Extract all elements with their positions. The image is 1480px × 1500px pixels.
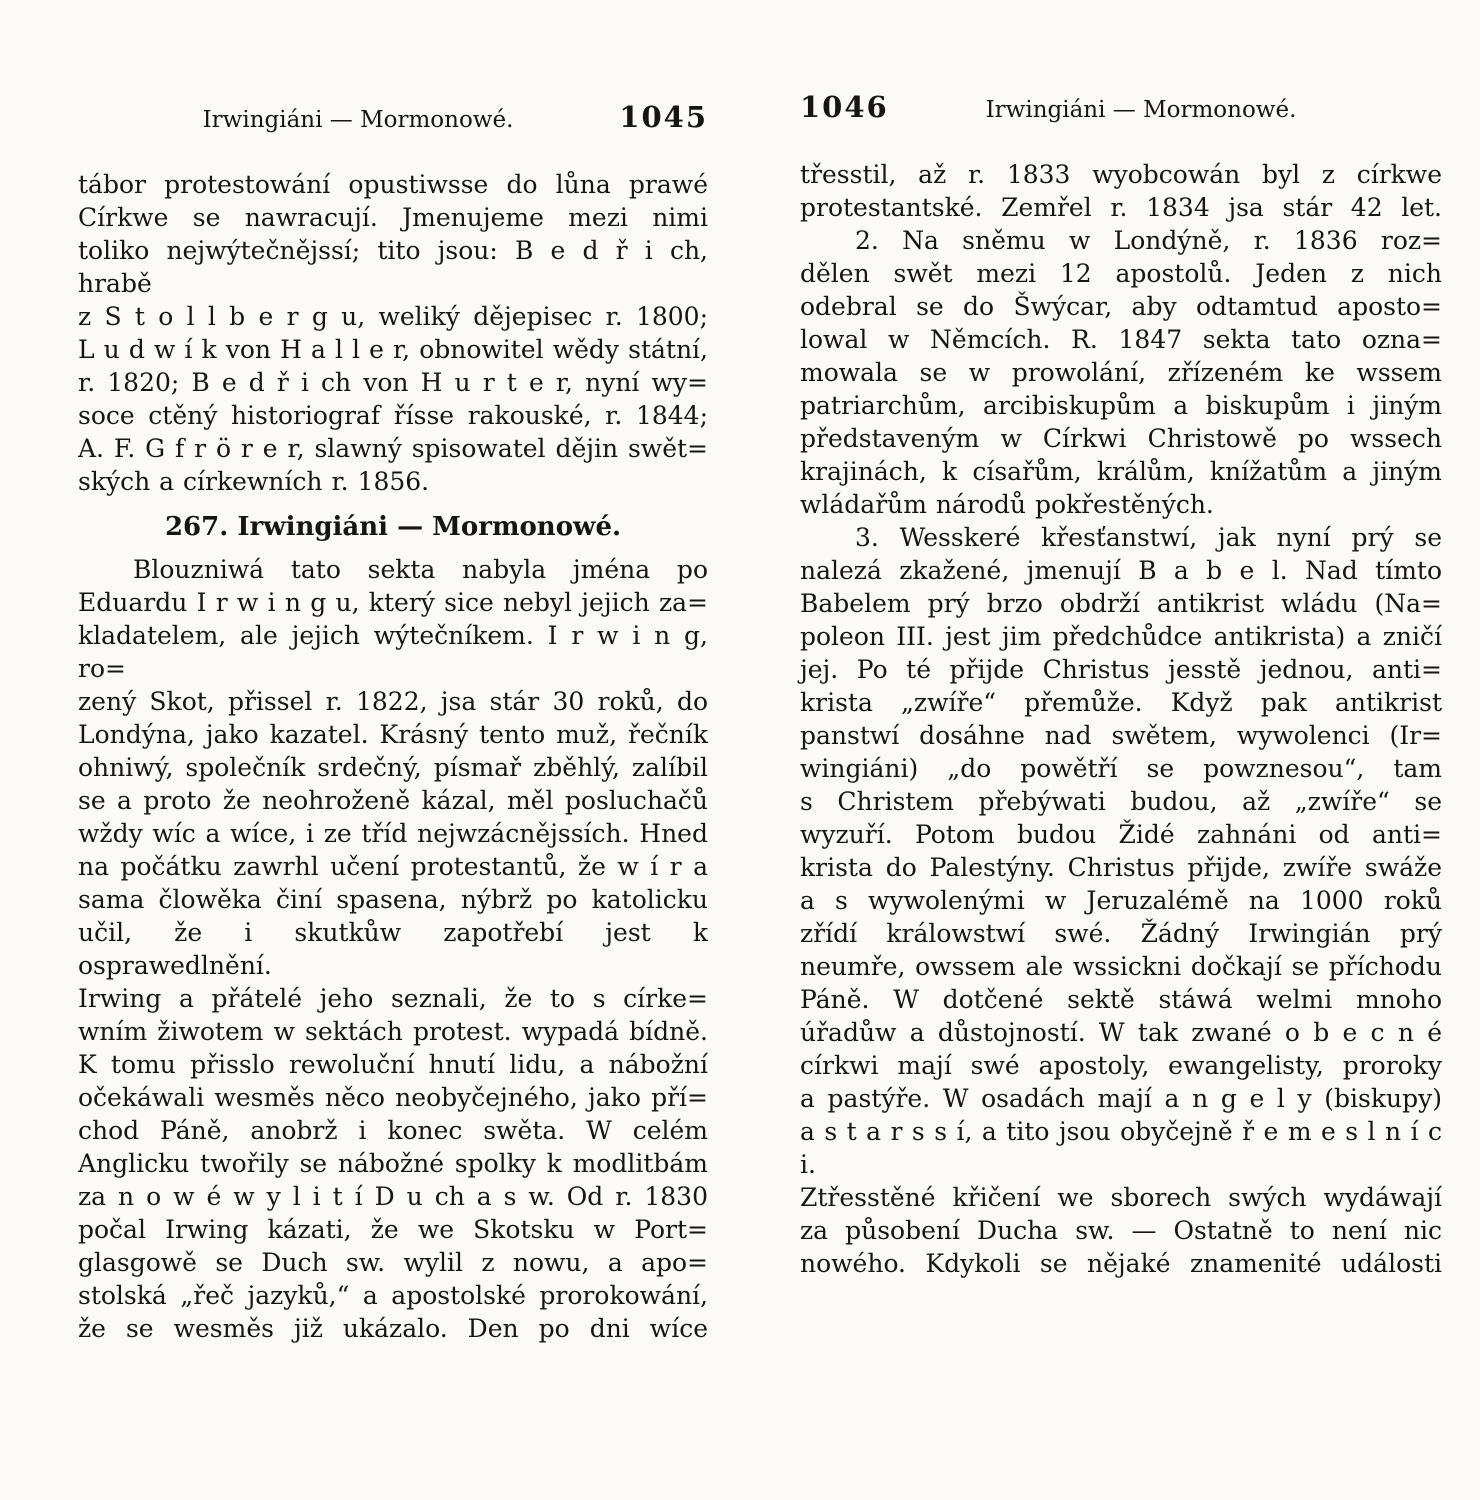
text-line: představeným w Církwi Christowě po wssech xyxy=(800,424,1442,453)
page-number: 1045 xyxy=(619,100,708,134)
text-line: kladatelem, ale jejich wýtečníkem. I r w i n g, ro= xyxy=(78,621,708,683)
text-line: a s wywolenými w Jeruzalémě na 1000 roků xyxy=(800,886,1442,915)
text-line: tábor protestowání opustiwsse do lůna prawé xyxy=(78,170,708,199)
text-line: Eduardu I r w i n g u, který sice nebyl jejich za= xyxy=(78,588,708,617)
text-line: jej. Po té přijde Christus jesstě jednou, anti= xyxy=(800,655,1442,684)
text-line: 3. Wesskeré křesťanstwí, jak nyní prý se xyxy=(855,523,1442,552)
text-line: Ztřesstěné křičení we sborech swých wydáwají xyxy=(800,1183,1442,1212)
text-line: s Christem přebýwati budou, až „zwíře“ se xyxy=(800,787,1442,816)
paragraph xyxy=(800,158,1442,224)
text-line: počal Irwing kázati, že we Skotsku w Port= xyxy=(78,1215,708,1244)
text-line: Babelem prý brzo obdrží antikrist wládu (Na= xyxy=(800,589,1442,618)
text-line: dělen swět mezi 12 apostolů. Jeden z nich xyxy=(800,259,1442,288)
text-line: že se wesměs již ukázalo. Den po dni wíce xyxy=(78,1314,708,1343)
text-line: stolská „řeč jazyků,“ a apostolské prorokowání, xyxy=(78,1281,708,1310)
text-line: úřadůw a důstojností. W tak zwané o b e c n é xyxy=(800,1018,1442,1047)
text-line: a s t a r s s í, a tito jsou obyčejně ř e m e s l n í c i. xyxy=(800,1117,1442,1179)
text-line: se a proto že neohroženě kázal, měl posluchačů xyxy=(78,786,708,815)
text-line: glasgowě se Duch sw. wylil z nowu, a apo= xyxy=(78,1248,708,1277)
text-line: Londýna, jako kazatel. Krásný tento muž, řečník xyxy=(78,720,708,749)
text-line: lowal w Němcích. R. 1847 sekta tato ozna= xyxy=(800,325,1442,354)
text-line: na počátku zawrhl učení protestantů, že w í r a xyxy=(78,852,708,881)
text-line: A. F. G f r ö r e r, slawný spisowatel dějin swět= xyxy=(78,434,708,463)
text-column-right xyxy=(800,158,1442,1280)
running-header-left xyxy=(78,100,708,134)
paragraph xyxy=(78,168,708,498)
text-line: Irwing a přátelé jeho seznali, že to s círke= xyxy=(78,984,708,1013)
text-line: Páně. W dotčené sektě stáwá welmi mnoho xyxy=(800,985,1442,1014)
text-line: za působení Ducha sw. — Ostatně to není nic xyxy=(800,1216,1442,1245)
text-line: nalezá zkažené, jmenují B a b e l. Nad tímto xyxy=(800,556,1442,585)
running-header-right xyxy=(800,90,1442,124)
paragraph xyxy=(800,521,1442,1280)
text-line: ských a církewních r. 1856. xyxy=(78,467,430,496)
text-line: protestantské. Zemřel r. 1834 jsa stár 42 let. xyxy=(800,193,1442,222)
page-1045 xyxy=(78,100,708,1345)
text-line: odebral se do Šwýcar, aby odtamtud aposto= xyxy=(800,292,1442,321)
text-line: poleon III. jest jim předchůdce antikrista) a zničí xyxy=(800,622,1442,651)
text-line: patriarchům, arcibiskupům a biskupům i jiným xyxy=(800,391,1442,420)
text-line: wyzuří. Potom budou Židé zahnáni od anti= xyxy=(800,820,1442,849)
text-line: wingiáni) „do powětří se powznesou“, tam xyxy=(800,754,1442,783)
text-line: L u d w í k von H a l l e r, obnowitel wědy státní, xyxy=(78,335,708,364)
section-heading: 267. Irwingiáni — Mormonowé. xyxy=(164,512,622,542)
text-line: K tomu přisslo rewoluční hnutí lidu, a nábožní xyxy=(78,1050,708,1079)
text-line: krajinách, k císařům, králům, knížatům a jiným xyxy=(800,457,1442,486)
text-line: třesstil, až r. 1833 wyobcowán byl z církwe xyxy=(800,160,1442,189)
text-line: za n o w é w y l i t í D u ch a s w. Od r. 1830 xyxy=(78,1182,708,1211)
text-column-left xyxy=(78,168,708,1345)
text-line: wním žiwotem w sektách protest. wypadá bídně. xyxy=(78,1017,708,1046)
text-line: r. 1820; B e d ř i ch von H u r t e r, nyní wy= xyxy=(78,368,708,397)
page-1046 xyxy=(800,90,1442,1280)
text-line: 2. Na sněmu w Londýně, r. 1836 roz= xyxy=(855,226,1442,255)
text-line: panstwí dosáhne nad swětem, wywolenci (Ir= xyxy=(800,721,1442,750)
text-line: toliko nejwýtečnějssí; tito jsou: B e d ř i ch, hrabě xyxy=(78,236,708,298)
text-line: mowala se w prowolání, zřízeném ke wssem xyxy=(800,358,1442,387)
text-line: učil, že i skutkůw zapotřebí jest k osprawedlnění. xyxy=(78,918,708,980)
running-header-title: Irwingiáni — Mormonowé. xyxy=(202,107,514,133)
text-line: wždy wíc a wíce, i ze tříd nejwzácnějssích. Hned xyxy=(78,819,708,848)
text-line: neumře, owssem ale wssickni dočkají se příchodu xyxy=(800,952,1442,981)
running-header-title: Irwingiáni — Mormonowé. xyxy=(985,97,1297,123)
text-line: ohniwý, společník srdečný, písmař zběhlý, zalíbil xyxy=(78,753,708,782)
paragraph xyxy=(800,224,1442,521)
text-line: očekáwali wesměs něco neobyčejného, jako pří= xyxy=(78,1083,708,1112)
text-line: zený Skot, přissel r. 1822, jsa stár 30 roků, do xyxy=(78,687,708,716)
text-line: krista „zwíře“ přemůže. Když pak antikrist xyxy=(800,688,1442,717)
paragraph xyxy=(78,553,708,1345)
text-line: krista do Palestýny. Christus přijde, zwíře swáže xyxy=(800,853,1442,882)
text-line: sama člowěka činí spasena, nýbrž po katolicku xyxy=(78,885,708,914)
text-line: chod Páně, anobrž i konec swěta. W celém xyxy=(78,1116,708,1145)
text-line: církwi mají swé apostoly, ewangelisty, proroky xyxy=(800,1051,1442,1080)
text-line: nowého. Kdykoli se nějaké znamenité události xyxy=(800,1249,1442,1278)
text-line: zřídí králowstwí swé. Žádný Irwingián prý xyxy=(800,919,1442,948)
text-line: Blouzniwá tato sekta nabyla jména po xyxy=(133,555,708,584)
text-line: a pastýře. W osadách mají a n g e l y (biskupy) xyxy=(800,1084,1442,1113)
text-line: Církwe se nawracují. Jmenujeme mezi nimi xyxy=(78,203,708,232)
page-number: 1046 xyxy=(800,90,889,124)
text-line: z S t o l l b e r g u, weliký dějepisec r. 1800; xyxy=(78,302,708,331)
text-line: soce ctěný historiograf řísse rakouské, r. 1844; xyxy=(78,401,708,430)
text-line: Anglicku twořily se nábožné spolky k modlitbám xyxy=(78,1149,708,1178)
text-line: wládařům národů pokřestěných. xyxy=(800,490,1214,519)
